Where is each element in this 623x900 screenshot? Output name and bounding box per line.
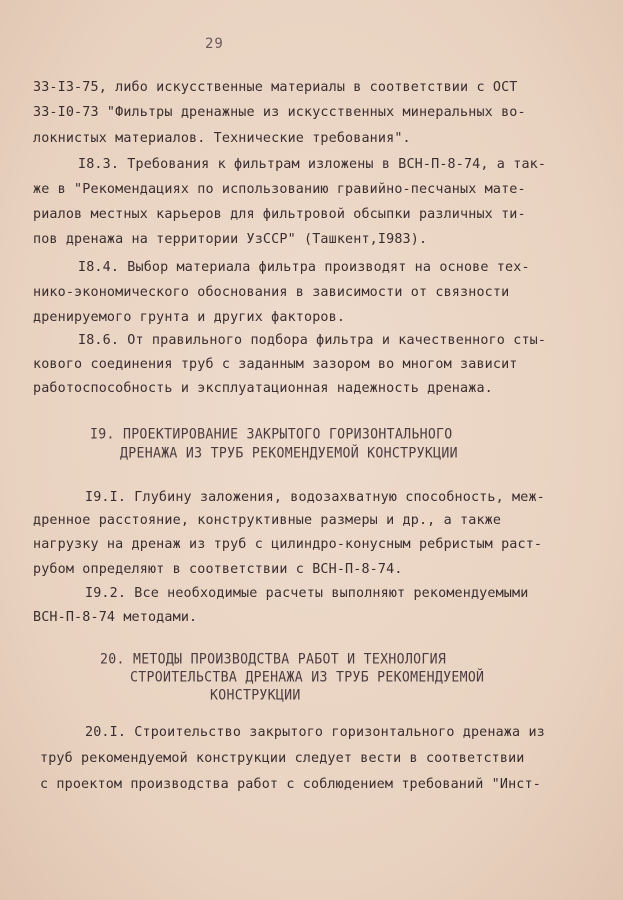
text-line: I9.I. Глубину заложения, водозахватную способность, меж- [85, 490, 545, 505]
section-heading: I9. ПРОЕКТИРОВАНИЕ ЗАКРЫТОГО ГОРИЗОНТАЛЬНОГО [90, 426, 453, 443]
text-line: риалов местных карьеров для фильтровой обсыпки различных ти- [33, 207, 526, 222]
text-line: нико-экономического обоснования в зависимости от связности [33, 285, 510, 300]
text-line: рубом определяют в соответствии с ВСН-П-8-74. [33, 562, 403, 577]
page-number: 29 [205, 36, 224, 52]
section-heading: СТРОИТЕЛЬСТВА ДРЕНАЖА ИЗ ТРУБ РЕКОМЕНДУЕМОЙ [130, 669, 485, 686]
text-line: 33-I0-73 "Фильтры дренажные из искусственных минеральных во- [33, 105, 526, 120]
text-line: I8.4. Выбор материала фильтра производят на основе тех- [78, 260, 530, 275]
text-line: локнистых материалов. Технические требования". [33, 131, 411, 146]
text-line: дренное расстояние, конструктивные размеры и др., а также [33, 513, 502, 528]
section-heading: КОНСТРУКЦИИ [210, 687, 301, 704]
text-line: кового соединения труб с заданным зазором во многом зависит [33, 357, 518, 372]
text-line: нагрузку на дренаж из труб с цилиндро-конусным ребристым раст- [33, 537, 543, 552]
text-line: с проектом производства работ с соблюдением требований "Инст- [40, 777, 541, 792]
section-heading: 20. МЕТОДЫ ПРОИЗВОДСТВА РАБОТ И ТЕХНОЛОГИЯ [100, 651, 447, 668]
text-line: I9.2. Все необходимые расчеты выполняют рекомендуемыми [85, 586, 529, 601]
section-heading: ДРЕНАЖА ИЗ ТРУБ РЕКОМЕНДУЕМОЙ КОНСТРУКЦИИ [120, 445, 458, 462]
text-line: 33-I3-75, либо искусственные материалы в соответствии с ОСТ [33, 80, 518, 95]
text-line: труб рекомендуемой конструкции следует вести в соответствии [40, 751, 525, 766]
text-line: I8.6. От правильного подбора фильтра и качественного сты- [78, 333, 547, 348]
text-line: ВСН-П-8-74 методами. [33, 610, 198, 625]
text-line: 20.I. Строительство закрытого горизонтального дренажа из [85, 725, 545, 740]
text-line: работоспособность и эксплуатационная надежность дренажа. [33, 381, 493, 396]
text-line: пов дренажа на территории УзССР" (Ташкент,I983). [33, 232, 428, 247]
text-line: дренируемого грунта и других факторов. [33, 310, 346, 325]
text-line: I8.3. Требования к фильтрам изложены в ВСН-П-8-74, а так- [78, 157, 547, 172]
text-line: же в "Рекомендациях по использованию гравийно-песчаных мате- [33, 182, 526, 197]
